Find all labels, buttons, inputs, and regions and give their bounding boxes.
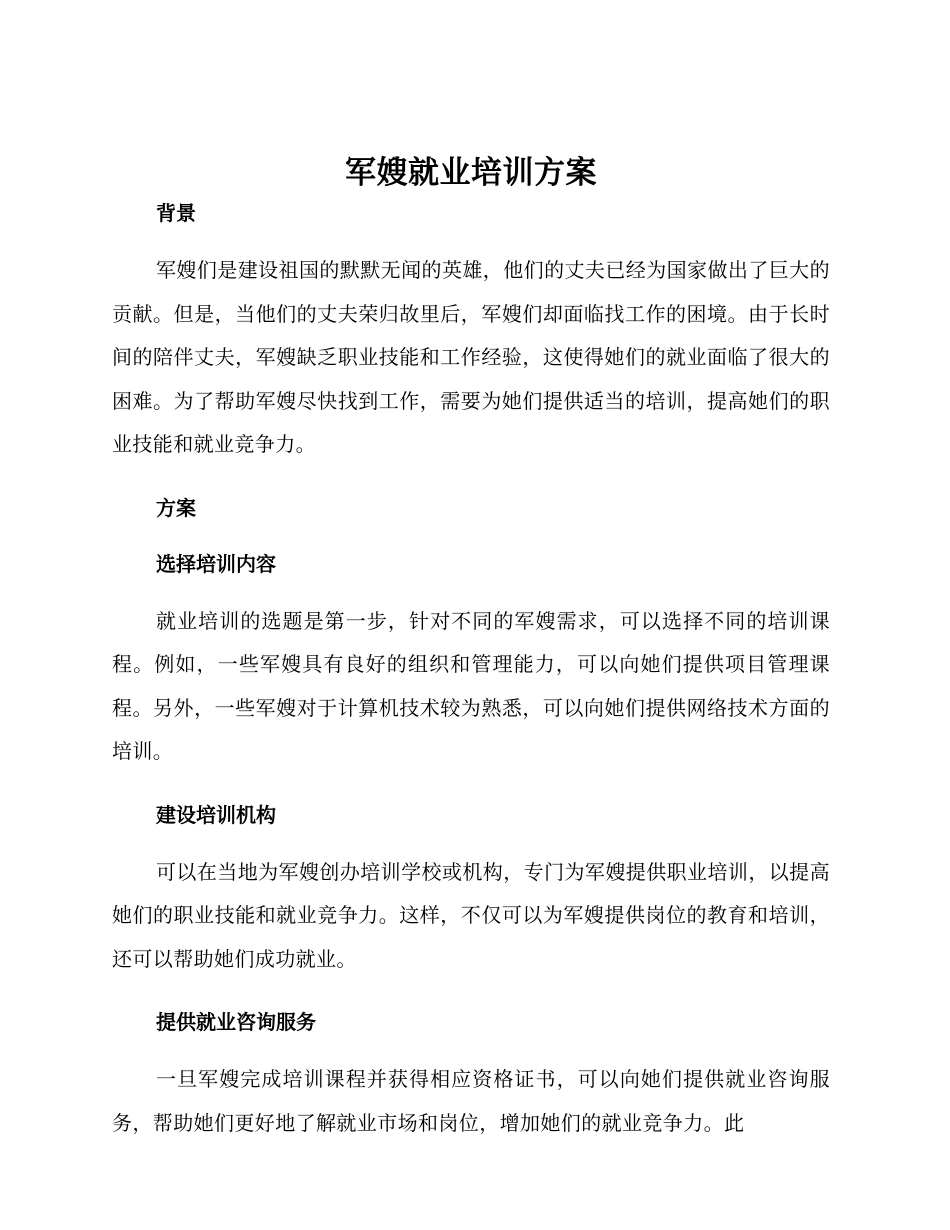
paragraph-consulting: 一旦军嫂完成培训课程并获得相应资格证书，可以向她们提供就业咨询服务，帮助她们更好地了解就业市场和岗位，增加她们的就业竞争力。此 (112, 1067, 830, 1135)
document-body (112, 150, 830, 1145)
paragraph-select-content: 就业培训的选题是第一步，针对不同的军嫂需求，可以选择不同的培训课程。例如，一些军嫂具有良好的组织和管理能力，可以向她们提供项目管理课程。另外，一些军嫂对于计算机技术较为熟悉，可以向她们提供网络技术方面的培训。 (112, 608, 830, 763)
paragraph-build-institution: 可以在当地为军嫂创办培训学校或机构，专门为军嫂提供职业培训，以提高她们的职业技能和就业竞争力。这样，不仅可以为军嫂提供岗位的教育和培训，还可以帮助她们成功就业。 (112, 859, 830, 971)
paragraph-background: 军嫂们是建设祖国的默默无闻的英雄，他们的丈夫已经为国家做出了巨大的贡献。但是，当他们的丈夫荣归故里后，军嫂们却面临找工作的困境。由于长时间的陪伴丈夫，军嫂缺乏职业技能和工作经验，这使得她们的就业面临了很大的困难。为了帮助军嫂尽快找到工作，需要为她们提供适当的培训，提高她们的职业技能和就业竞争力。 (112, 258, 830, 456)
section-heading-background: 背景 (156, 201, 196, 225)
section-heading-plan: 方案 (156, 495, 196, 520)
section-heading-select-content: 选择培训内容 (156, 551, 276, 576)
section-heading-consulting: 提供就业咨询服务 (156, 1010, 316, 1034)
page-title: 军嫂就业培训方案 (345, 155, 597, 191)
section-heading-build-institution: 建设培训机构 (156, 802, 276, 827)
